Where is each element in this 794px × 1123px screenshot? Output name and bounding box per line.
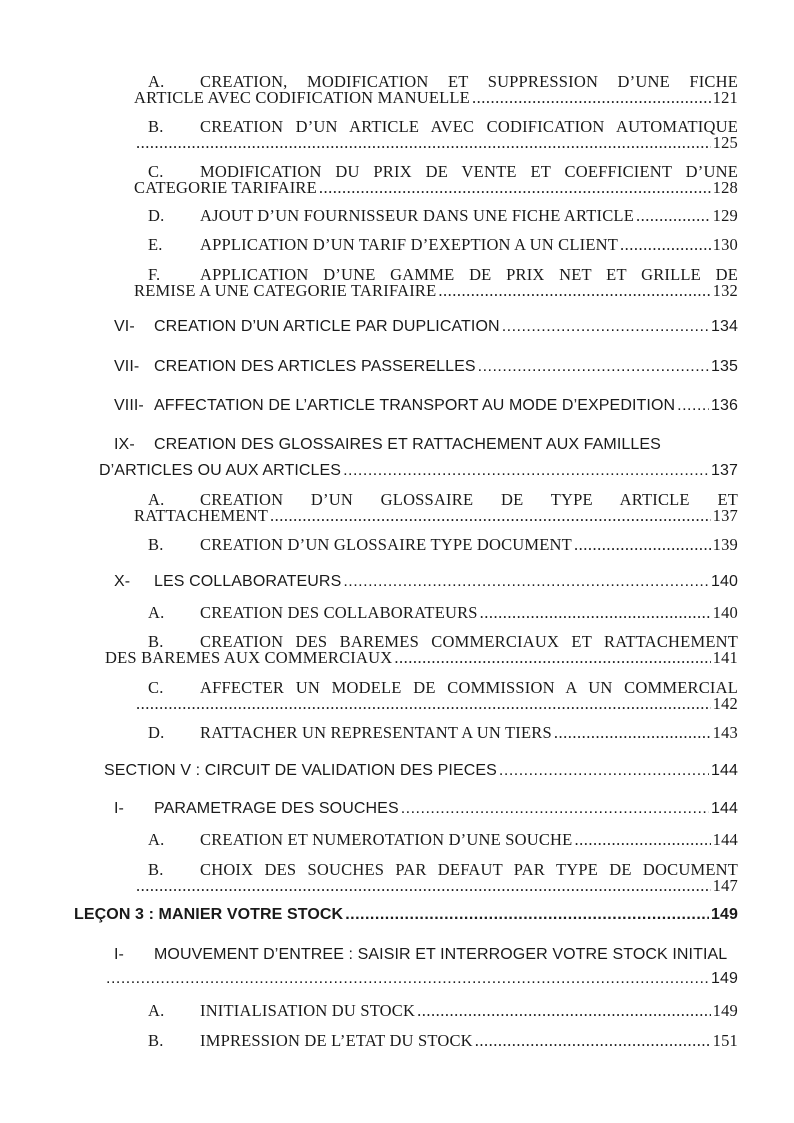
toc-leader-dots [270,506,711,526]
toc-section-entry [104,762,738,780]
toc-entry [114,358,738,376]
toc-page-number: 141 [712,648,738,667]
toc-entry [148,535,738,555]
toc-entry-title: AFFECTATION DE L’ARTICLE TRANSPORT AU MODE D’EXPEDITION [154,397,676,414]
toc-entry-continuation [134,281,738,301]
toc-entry-continuation [134,88,738,108]
toc-page-number: 128 [712,178,738,197]
toc-entry-title: CREATION DES COLLABORATEURS [200,603,478,622]
toc-leader-dots [136,876,711,896]
toc-leader-dots [636,206,711,226]
toc-entry-number: IX- [114,436,135,453]
toc-entry-number: VIII- [114,397,144,414]
toc-entry-number: D. [148,723,165,742]
toc-leader-dots [106,970,709,988]
toc-entry-title: CHOIX DES SOUCHES PAR DEFAUT PAR TYPE DE DOCUMENT [200,860,738,879]
toc-entry-continuation [99,462,738,480]
toc-leader-dots [417,1001,711,1021]
toc-page-number: 144 [711,800,738,817]
toc-leader-dots [554,723,711,743]
toc-entry-number: A. [148,830,165,849]
toc-page-number: 144 [712,830,738,849]
toc-entry-title: CREATION D’UN GLOSSAIRE TYPE DOCUMENT [200,535,572,554]
toc-entry-title: AFFECTER UN MODELE DE COMMISSION A UN COMMERCIAL [200,678,738,697]
toc-lesson-title: LEÇON 3 : MANIER VOTRE STOCK [74,906,344,923]
toc-page-number: 149 [712,1001,738,1020]
toc-leader-dots [620,235,711,255]
toc-entry-title: IMPRESSION DE L’ETAT DU STOCK [200,1031,473,1050]
toc-entry [148,235,738,255]
toc-leader-dots [475,1031,711,1051]
toc-entry-number: X- [114,573,131,590]
toc-entry [114,436,738,454]
toc-page-number: 136 [711,397,738,414]
toc-entry-title-cont: D’ARTICLES OU AUX ARTICLES [99,462,342,479]
toc-entry-title: CREATION DES BAREMES COMMERCIAUX ET RATTACHEMENT [200,632,738,651]
toc-entry-number: A. [148,603,165,622]
toc-page-number: 121 [712,88,738,107]
toc-entry [148,603,738,623]
toc-page-number: 143 [712,723,738,742]
toc-entry-number: B. [148,860,164,879]
toc-entry [148,723,738,743]
toc-page-number: 147 [712,876,738,895]
toc-entry-continuation [105,648,738,668]
toc-entry-number: A. [148,490,165,509]
toc-page-number: 149 [711,970,738,987]
toc-entry-title: CREATION ET NUMEROTATION D’UNE SOUCHE [200,830,573,849]
toc-entry-title: LES COLLABORATEURS [154,573,342,590]
toc-entry-title: CREATION, MODIFICATION ET SUPPRESSION D’UNE FICHE [200,72,738,91]
toc-page-number: 125 [712,133,738,152]
toc-entry-title: CREATION D’UN GLOSSAIRE DE TYPE ARTICLE ET [200,490,738,509]
toc-page-number: 135 [711,358,738,375]
toc-entry [148,1031,738,1051]
toc-page-number: 137 [712,506,738,525]
toc-leader-dots [574,830,710,850]
toc-entry-number: I- [114,800,124,817]
toc-entry [114,397,738,415]
toc-leader-dots [472,88,711,108]
toc-leader-dots [502,318,709,336]
toc-page-number: 140 [711,573,738,590]
toc-page-number: 139 [712,535,738,554]
toc-leader-dots [394,648,710,668]
toc-entry [114,318,738,336]
toc-leader-dots [343,462,709,480]
toc-entry-number: B. [148,535,164,554]
toc-leader-dots [345,906,709,924]
toc-leader-dots [319,178,711,198]
toc-entry-title-cont: DES BAREMES AUX COMMERCIAUX [105,648,393,667]
toc-entry-title: RATTACHER UN REPRESENTANT A UN TIERS [200,723,552,742]
toc-leader-dots [438,281,710,301]
toc-entry-continuation [134,178,738,198]
toc-leader-dots [677,397,709,415]
toc-section-title: SECTION V : CIRCUIT DE VALIDATION DES PIECES [104,762,497,779]
toc-entry-number: VII- [114,358,140,375]
toc-entry-title-cont: ARTICLE AVEC CODIFICATION MANUELLE [134,88,470,107]
toc-leader-dots [401,800,709,818]
toc-entry-continuation [134,876,738,896]
toc-entry-number: A. [148,1001,165,1020]
toc-leader-dots [499,762,709,780]
toc-entry-title: PARAMETRAGE DES SOUCHES [154,800,399,817]
toc-entry [148,1001,738,1021]
toc-entry-number: D. [148,206,165,225]
toc-leader-dots [136,133,711,153]
toc-page-number: 137 [711,462,738,479]
toc-entry-number: VI- [114,318,135,335]
toc-entry-number: C. [148,162,164,181]
toc-entry-title: APPLICATION D’UNE GAMME DE PRIX NET ET GRILLE DE [200,265,738,284]
toc-entry-number: A. [148,72,165,91]
toc-entry-title-cont: REMISE A UNE CATEGORIE TARIFAIRE [134,281,437,300]
toc-entry-title: CREATION D’UN ARTICLE AVEC CODIFICATION AUTOMATIQUE [200,117,738,136]
toc-entry [148,206,738,226]
toc-entry-number: C. [148,678,164,697]
toc-entry [148,830,738,850]
toc-leader-dots [480,603,711,623]
toc-entry-continuation [134,133,738,153]
toc-lesson-entry [74,906,738,924]
toc-page-number: 149 [711,906,738,923]
toc-entry-title: CREATION D’UN ARTICLE PAR DUPLICATION [154,318,500,335]
toc-entry-title: AJOUT D’UN FOURNISSEUR DANS UNE FICHE ARTICLE [200,206,634,225]
toc-page-number: 130 [712,235,738,254]
toc-entry-title: MODIFICATION DU PRIX DE VENTE ET COEFFICIENT D’UNE [200,162,738,181]
toc-entry-title-cont: RATTACHEMENT [134,506,268,525]
toc-page-number: 134 [711,318,738,335]
toc-entry-title: CREATION DES GLOSSAIRES ET RATTACHEMENT AUX FAMILLES [154,436,661,453]
toc-entry-number: B. [148,632,164,651]
toc-leader-dots [343,573,709,591]
toc-entry-number: I- [114,946,124,963]
toc-page-number: 132 [712,281,738,300]
toc-leader-dots [574,535,711,555]
toc-page-number: 129 [712,206,738,225]
toc-entry-number: F. [148,265,161,284]
toc-page-number: 151 [712,1031,738,1050]
toc-entry-continuation [104,970,738,988]
toc-entry-continuation [134,506,738,526]
toc-entry [114,573,738,591]
toc-entry-number: B. [148,117,164,136]
toc-entry-title: MOUVEMENT D’ENTREE : SAISIR ET INTERROGER VOTRE STOCK INITIAL [154,946,728,963]
toc-entry-number: B. [148,1031,164,1050]
toc-entry-title: APPLICATION D’UN TARIF D’EXEPTION A UN CLIENT [200,235,619,254]
toc-entry-title-cont: CATEGORIE TARIFAIRE [134,178,317,197]
toc-entry [114,946,738,964]
toc-page-number: 144 [711,762,738,779]
toc-entry [114,800,738,818]
toc-entry-continuation [134,694,738,714]
toc-leader-dots [478,358,709,376]
toc-page-number: 142 [712,694,738,713]
toc-entry-title: INITIALISATION DU STOCK [200,1001,416,1020]
toc-page-number: 140 [712,603,738,622]
toc-entry-title: CREATION DES ARTICLES PASSERELLES [154,358,476,375]
toc-leader-dots [136,694,711,714]
toc-entry-number: E. [148,235,163,254]
